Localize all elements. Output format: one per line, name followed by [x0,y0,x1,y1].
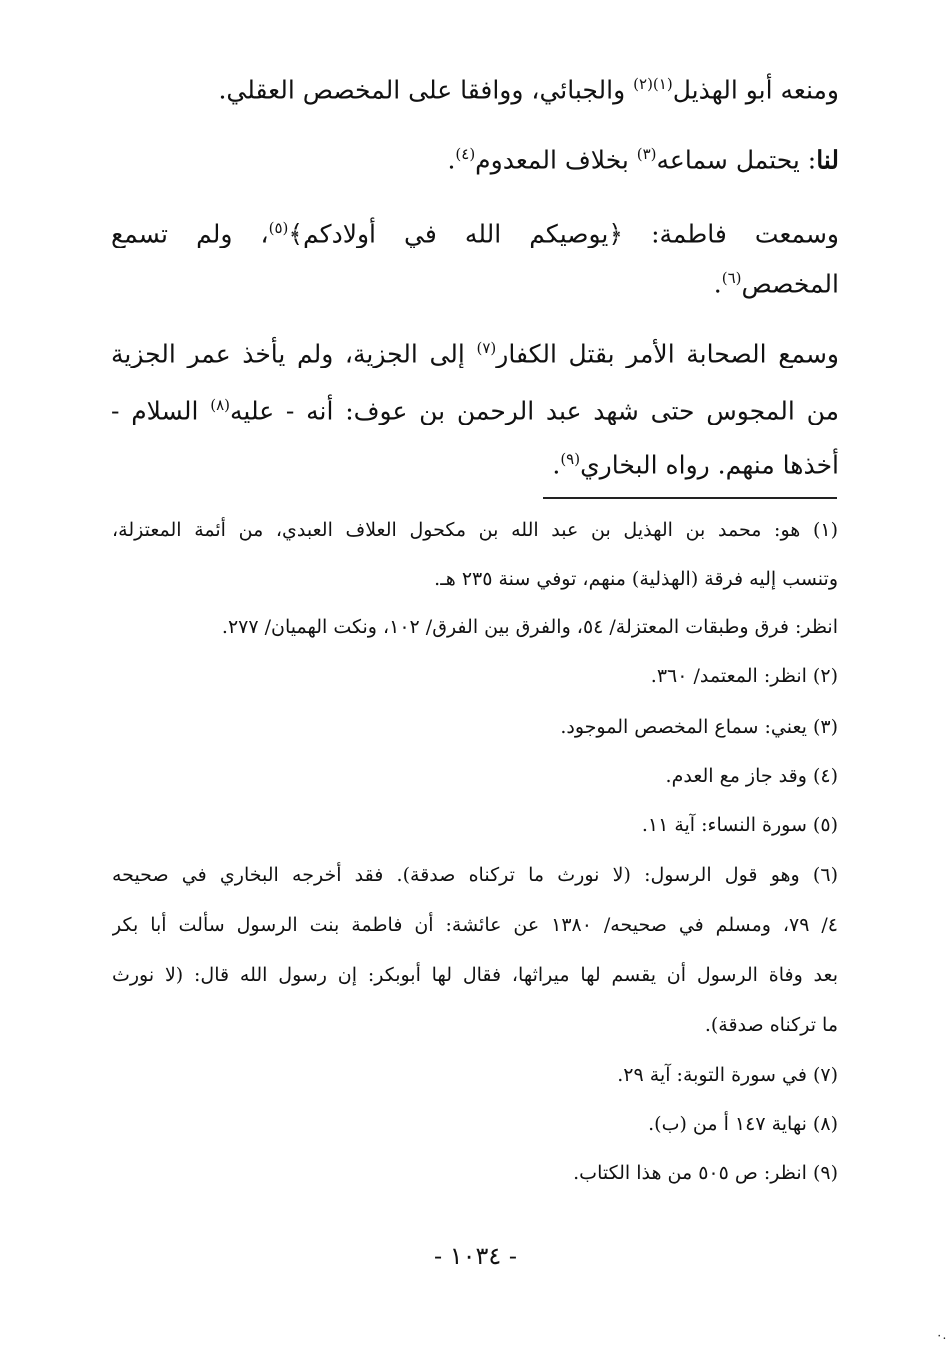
quran-quote: وسمعت فاطمة: ﴿يوصيكم الله في أولادكم﴾ [288,219,839,248]
corner-mark: ٠. [936,1328,947,1342]
footnote-1-line-2: وتنسب إليه فرقة (الهذلية) منهم، توفي سنة ٢٣٥ هـ. [434,568,838,590]
text-segment: السلام - [111,396,211,425]
footnote-ref-1: (١) [652,75,673,93]
footnote-5: (٥) سورة النساء: آية ١١. [641,814,838,836]
footnote-3: (٣) يعني: سماع المخصص الموجود. [560,716,838,738]
footnote-6-line-1: (٦) وهو قول الرسول: (لا نورث ما تركناه صدقة). فقد أخرجه البخاري في صحيحه [112,864,838,886]
lead-word: لنا [816,145,839,175]
text-segment: : يحتمل سماعه [656,145,817,175]
text-segment: وسمع الصحابة الأمر بقتل الكفار [496,339,839,368]
footnote-ref-3: (٣) [636,145,657,163]
footnote-6-line-3: بعد وفاة الرسول أن يقسم لها ميراثها، فقال لها أبوبكر: إن رسول الله قال: (لا نورث [112,964,838,986]
footnote-1-line-1: (١) هو: محمد بن الهذيل بن عبد الله بن مكحول العلاف العبدي، من أئمة المعتزلة، [112,519,838,541]
text-segment: . [447,145,456,175]
main-text-line-2 [111,134,839,180]
page-number: - ١٠٣٤ - [433,1242,518,1270]
text-segment: المخصص [741,269,839,299]
text-segment: والجبائي، ووافقا على المخصص العقلي. [218,75,634,105]
footnote-8: (٨) نهاية ١٤٧ أ من (ب). [648,1113,838,1135]
main-text-line-1 [111,64,839,110]
footnote-1-line-3: انظر: فرق وطبقات المعتزلة/ ٥٤، والفرق بين الفرق/ ١٠٢، ونكت الهميان/ ٢٧٧. [221,616,838,638]
footnote-ref-4: (٤) [455,145,476,163]
text-segment: . [713,269,722,299]
main-text-line-5 [111,328,839,368]
footnote-7: (٧) في سورة التوبة: آية ٢٩. [617,1064,838,1086]
footnote-ref-5: (٥) [268,219,289,237]
text-segment: ومنعه أبو الهذيل [672,75,839,105]
main-text-line-7 [111,439,839,485]
text-segment: ، ولم تسمع [111,219,269,248]
footnote-2: (٢) انظر: المعتمد/ ٣٦٠. [650,665,838,687]
footnote-9: (٩) انظر: ص ٥٠٥ من هذا الكتاب. [573,1162,838,1184]
main-text-line-4 [111,258,839,304]
text-segment: أخذها منهم. رواه البخاري [580,450,839,480]
footnote-ref-9: (٩) [560,450,581,468]
footnote-6-line-4: ما تركناه صدقة). [704,1014,838,1036]
text-segment: من المجوس حتى شهد عبد الرحمن بن عوف: أنه - عليه [230,396,839,425]
text-segment: . [552,450,561,480]
footnote-ref-7: (٧) [476,339,497,357]
text-segment: إلى الجزية، ولم يأخذ عمر الجزية [111,339,477,368]
text-segment: بخلاف المعدوم [475,145,637,175]
footnote-separator [543,497,837,499]
footnote-ref-2: (٢) [633,75,653,93]
main-text-line-6 [111,385,839,425]
footnote-ref-6: (٦) [721,269,742,287]
footnote-ref-8: (٨) [210,396,231,414]
footnote-4: (٤) وقد جاز مع العدم. [665,765,838,787]
footnote-6-line-2: ٤/ ٧٩، ومسلم في صحيحه/ ١٣٨٠ عن عائشة: أن فاطمة بنت الرسول سألت أبا بكر [112,914,838,936]
main-text-line-3 [111,208,839,248]
